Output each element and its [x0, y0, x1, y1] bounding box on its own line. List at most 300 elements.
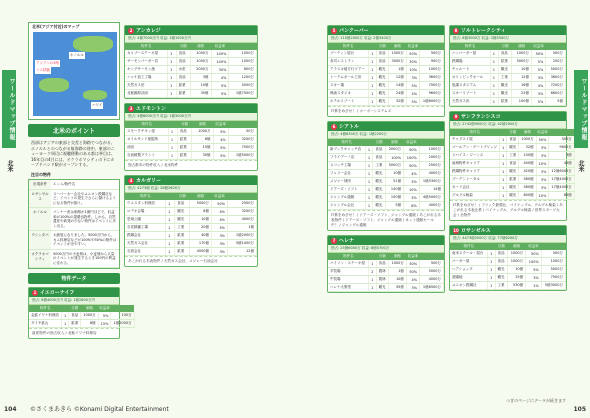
table-cell: 1億6500万 — [420, 284, 444, 292]
table-cell: 1 — [369, 82, 376, 90]
table-cell: 1 — [166, 248, 175, 256]
table-cell: 420億 — [519, 168, 536, 176]
table-cell: 4% — [212, 208, 228, 216]
table-cell: 55億 — [388, 284, 406, 292]
col-name: 物件名 — [328, 253, 369, 260]
table-cell: ジャングル会社 — [328, 202, 365, 210]
table-cell: 1 — [168, 128, 177, 136]
card-number-badge: 2 — [129, 27, 133, 33]
table-cell: 観光 — [376, 74, 388, 82]
table-cell: 5% — [531, 66, 545, 74]
card-number-badge: 1 — [33, 289, 37, 295]
property-card — [449, 225, 567, 291]
table-cell: 2000万 — [419, 154, 443, 162]
table-cell: 5億3000万 — [541, 282, 565, 290]
col-price: 価格 — [81, 305, 98, 312]
col-price: 価格 — [190, 193, 212, 200]
table-cell: 食品 — [376, 58, 388, 66]
table-row — [125, 90, 257, 98]
table-cell: 1 — [490, 74, 498, 82]
table-cell: 1 — [487, 250, 495, 258]
table-cell: 100億 — [512, 98, 532, 106]
table-row — [125, 74, 257, 82]
table-cell: 1000万 — [541, 258, 565, 266]
table-row — [328, 146, 444, 154]
table-cell: 1 — [487, 266, 495, 274]
table-cell: 1 — [499, 192, 506, 200]
card-header — [450, 226, 566, 235]
city-name: ヘレナ — [339, 238, 355, 244]
property-table — [328, 43, 444, 106]
table-cell: 3% — [212, 248, 228, 256]
card-number-badge: 9 — [454, 113, 458, 119]
table-cell: 鉱業 — [507, 176, 519, 184]
table-cell: 1 — [369, 74, 376, 82]
table-cell: 1000万 — [419, 146, 443, 154]
table-cell: 観光 — [507, 144, 519, 152]
table-cell: 3200万 — [228, 208, 257, 216]
table-cell: 10% — [406, 66, 419, 74]
property-card — [124, 25, 258, 99]
table-cell: 5% — [211, 90, 229, 98]
table-row — [328, 66, 444, 74]
table-row — [450, 176, 574, 184]
table-cell: オイルサンド採掘所 — [125, 136, 168, 144]
card-header — [328, 236, 444, 245]
page-number-left: 104 — [4, 406, 17, 413]
col-name: 物件名 — [125, 121, 168, 128]
left-side-label: 北米 — [6, 160, 13, 172]
table-cell: 1億2000万 — [228, 232, 257, 240]
table-row — [125, 144, 257, 152]
table-cell: 観光 — [507, 192, 519, 200]
table-cell: 食品 — [373, 154, 386, 162]
table-cell: 食品 — [495, 250, 508, 258]
card-notes: 独占都市の物件収入 / 北米物件 — [125, 160, 257, 170]
col-price: 価格 — [388, 43, 406, 50]
col-profit: 収益率 — [533, 44, 544, 48]
table-cell: 1000万 — [512, 50, 532, 58]
table-row — [450, 274, 566, 282]
table-cell: 1 — [487, 282, 495, 290]
table-cell: 3600万 — [546, 74, 566, 82]
table-cell: 鉄鋼場 — [450, 58, 490, 66]
table-cell: 1 — [365, 194, 373, 202]
map-island — [39, 78, 69, 92]
table-cell: 100% — [404, 154, 420, 162]
table-cell: 50% — [212, 200, 228, 208]
table-cell: 食品 — [176, 74, 190, 82]
table-cell: ゴールデン・ゲートブリッジ — [450, 144, 499, 152]
table-cell: 3% — [404, 194, 420, 202]
table-cell: 5% — [212, 224, 228, 232]
table-cell: トーテムポール工房 — [328, 74, 369, 82]
property-table — [125, 121, 257, 160]
point-section — [28, 124, 132, 343]
table-cell: 10億 — [190, 216, 212, 224]
col-count — [499, 129, 506, 136]
table-cell: 7200万 — [546, 82, 566, 90]
table-cell: 1 — [365, 146, 373, 154]
table-cell: 1 — [499, 184, 506, 192]
property-card — [327, 25, 445, 117]
table-cell: 51億 — [385, 178, 403, 186]
table-cell: 10億 — [388, 276, 406, 284]
right-column-1 — [327, 25, 445, 297]
table-cell: 900万 — [420, 58, 444, 66]
table-cell: 鉱業 — [177, 152, 192, 160]
table-cell: 4% — [406, 90, 419, 98]
table-cell: 3% — [536, 184, 549, 192]
table-cell: 観光 — [498, 90, 512, 98]
table-row — [450, 82, 566, 90]
table-row — [125, 232, 257, 240]
table-cell: オリンピックホール — [450, 74, 490, 82]
table-row — [328, 50, 444, 58]
left-section-tab: ワールドマップ情報 — [2, 70, 16, 148]
table-cell: 鉱業 — [498, 98, 512, 106]
table-cell: 3000万 — [388, 58, 406, 66]
table-cell: 1 — [167, 82, 176, 90]
card-notes: IT系をめざせ！ / ドアーズ・ソフト、ジャングル通販 / あこがれる木表物件 / ドアーズ・ソフト、ジャングル通販 / ネット通販セール中！ / ジャングル通販 — [328, 210, 444, 230]
col-kind: 分類 — [175, 193, 190, 200]
card-header — [125, 176, 257, 185]
table-cell: 1 — [499, 152, 506, 160]
table-cell: ロデオ会場 — [125, 208, 166, 216]
card-number-badge: 10 — [453, 227, 459, 233]
table-cell: 鉱業 — [175, 248, 190, 256]
copyright: ©さくまあきら ©Konami Digital Entertainment — [30, 406, 169, 413]
table-cell: 1 — [499, 176, 506, 184]
property-table — [450, 243, 566, 290]
col-price: 価格 — [385, 139, 403, 146]
table-cell: 4% — [211, 74, 229, 82]
city-name: ソルトレークシティ — [461, 28, 506, 34]
table-cell: 観光 — [175, 208, 190, 216]
card-number-badge: 6 — [332, 123, 336, 129]
table-cell: 30億 — [192, 152, 213, 160]
col-profit: 収益率 — [99, 306, 110, 310]
table-cell: 水産 — [176, 66, 190, 74]
col-count — [62, 305, 69, 312]
table-cell: 10億 — [512, 66, 532, 74]
table-cell: 40億 — [549, 160, 574, 168]
card-summary: 独占: 2742億9000万 収益: 42億2000万 — [450, 121, 566, 129]
col-profit: 収益率 — [213, 121, 228, 128]
table-cell: 観光 — [498, 82, 512, 90]
notable-row: ホノルル パンナー産は価格が1億円ほどで、収益率が100%の超優良物件。しかも、自然遺産や新発の少ない物件はイベントに多く出る。 — [29, 208, 119, 231]
city-name: エドモントン — [136, 106, 167, 112]
table-cell: 鉄鋼会社 — [125, 232, 166, 240]
property-card — [28, 287, 132, 339]
table-cell: ユニオン鉄鋼社 — [450, 282, 487, 290]
table-header-row — [450, 43, 566, 50]
table-cell: 5% — [406, 82, 419, 90]
table-cell: 17億4000万 — [549, 176, 574, 184]
table-cell: 2500万 — [419, 162, 443, 170]
right-page — [295, 0, 590, 418]
table-cell: 石油精製プラント — [125, 152, 168, 160]
table-cell: 600億 — [519, 192, 536, 200]
table-cell: 1 — [365, 170, 373, 178]
table-cell: 1000万 — [388, 50, 406, 58]
table-row — [450, 258, 566, 266]
table-cell: 1 — [365, 186, 373, 194]
table-cell: 17億4000万 — [549, 184, 574, 192]
table-cell: ヘレナ大聖堂 — [328, 284, 369, 292]
right-side-label: 北米 — [577, 160, 584, 172]
table-cell: 4000万 — [419, 202, 443, 210]
table-cell: 1000万 — [190, 50, 211, 58]
table-cell: 1億 — [388, 66, 406, 74]
table-cell: 1億 — [388, 268, 406, 276]
col-profit: 収益率 — [407, 44, 419, 48]
card-header — [125, 104, 257, 113]
table-cell: 1 — [490, 98, 498, 106]
table-cell: 500万 — [420, 260, 444, 268]
card-notes: あこがれる木表物件 / 天然ガス会社、メジャー石油会社 — [125, 256, 257, 266]
notable-row: オクラホマシティ 5000万円の小麦畑は、小麦畑から大量のイベントが発生するとき150円の利益に変わる。 — [29, 250, 119, 269]
table-cell: 3億 — [190, 74, 211, 82]
table-cell: 観光 — [373, 194, 386, 202]
table-cell: 新ブックキャッチ店 — [328, 146, 365, 154]
table-cell: 3% — [406, 74, 419, 82]
table-cell: 観光 — [376, 82, 388, 90]
col-profit: 収益率 — [211, 43, 229, 50]
table-cell: 1200万 — [229, 74, 257, 82]
table-cell: ブーデントータル — [450, 176, 499, 184]
col-name: 物件名 — [328, 139, 365, 146]
col-count — [365, 139, 373, 146]
table-cell: 1 — [166, 232, 175, 240]
map-title: 北米(アジア付近)のマップ — [32, 24, 80, 29]
table-cell: 14億 — [419, 186, 443, 194]
table-cell: 50% — [406, 260, 419, 268]
table-row — [328, 178, 444, 186]
table-cell: 2500万 — [228, 200, 257, 208]
table-header-row — [328, 43, 444, 50]
table-cell: 食品 — [176, 58, 190, 66]
table-cell: 天然ガス会社 — [125, 240, 166, 248]
table-cell: 3% — [406, 284, 419, 292]
table-cell: 観光 — [373, 178, 386, 186]
col-price: 価格 — [192, 121, 213, 128]
table-cell: 4% — [404, 170, 420, 178]
table-cell: 1 — [167, 50, 176, 58]
table-row — [450, 74, 566, 82]
table-cell: 鉱業 — [175, 232, 190, 240]
col-count — [487, 243, 495, 250]
table-cell: 北極圏原油田 — [125, 90, 167, 98]
property-card — [124, 175, 258, 267]
table-cell: 150億 — [385, 194, 403, 202]
table-cell: 7500万 — [541, 274, 565, 282]
city-name: イエローナイフ — [40, 290, 75, 296]
table-cell: 14億 — [388, 82, 406, 90]
col-price: 価格 — [190, 43, 211, 50]
table-cell: 牛牧場 — [328, 276, 369, 284]
table-cell: 鉱業 — [498, 58, 512, 66]
table-row — [328, 202, 444, 210]
table-cell: 8億 — [81, 320, 98, 328]
table-cell: 50% — [526, 250, 542, 258]
table-row — [450, 136, 574, 144]
table-cell: 5% — [213, 152, 228, 160]
table-cell: 5000万 — [190, 200, 212, 208]
col-name: 物件名 — [450, 129, 499, 136]
table-row — [450, 144, 574, 152]
table-cell: ドアーズ・ソフト — [328, 186, 365, 194]
table-cell: 遊園地 — [450, 274, 487, 282]
col-count — [167, 43, 176, 50]
table-cell: 1億5000万 — [228, 152, 256, 160]
table-cell: ブーティン屋台 — [328, 50, 369, 58]
table-cell: 580億 — [519, 184, 536, 192]
table-cell: 3% — [526, 274, 542, 282]
table-header-row — [125, 43, 257, 50]
col-income — [228, 193, 257, 200]
table-cell: 5億1000万 — [228, 240, 257, 248]
table-cell: 20億 — [190, 224, 212, 232]
table-cell: 鉄鋼物件キャリア — [450, 168, 499, 176]
table-cell: 1000万 — [192, 128, 213, 136]
table-cell: リバイス・ジーンズ — [450, 152, 499, 160]
table-cell: 1 — [167, 74, 176, 82]
table-cell: 1 — [166, 224, 175, 232]
table-row — [125, 152, 257, 160]
property-table — [450, 129, 575, 200]
table-cell: 観光 — [373, 202, 386, 210]
table-cell: 食品 — [507, 160, 519, 168]
card-summary: 独占: 4億7000万円 収益: 1億1500万円 — [125, 35, 257, 43]
table-header-row — [125, 193, 257, 200]
table-cell: 1 — [166, 240, 175, 248]
table-cell: 10億 — [385, 170, 403, 178]
table-header-row — [450, 129, 574, 136]
table-cell: 1億7500万 — [229, 90, 257, 98]
city-name: シアトル — [339, 124, 360, 130]
table-cell: 1 — [490, 90, 498, 98]
table-cell: 1 — [490, 58, 498, 66]
col-income — [419, 139, 443, 146]
col-name: 物件名 — [450, 243, 487, 250]
table-cell: 5000万 — [512, 58, 532, 66]
table-cell: 100% — [211, 50, 229, 58]
col-count — [369, 253, 376, 260]
table-row — [450, 168, 574, 176]
table-cell: 1000万 — [81, 312, 98, 320]
property-table — [29, 305, 135, 328]
table-cell: 1 — [167, 90, 176, 98]
table-cell: 1 — [490, 50, 498, 58]
table-cell: 観光 — [373, 186, 386, 194]
card-slot — [28, 287, 132, 339]
table-cell: 1 — [487, 258, 495, 266]
table-cell: 12億 — [512, 74, 532, 82]
table-cell: 1000万 — [508, 258, 526, 266]
table-row — [125, 50, 257, 58]
col-kind: 分類 — [376, 43, 388, 50]
table-cell: ハンバーガー屋 — [450, 50, 490, 58]
property-card — [449, 111, 572, 221]
table-row — [328, 74, 444, 82]
right-column-2 — [449, 25, 572, 295]
table-cell: 天然ガス田 — [125, 82, 167, 90]
table-cell: 1 — [369, 276, 376, 284]
table-cell: 石油会社 — [125, 248, 166, 256]
table-row — [450, 184, 574, 192]
table-row — [450, 66, 566, 74]
table-cell: 工業 — [495, 282, 508, 290]
table-cell: 寿司レストラン — [328, 58, 369, 66]
col-count — [166, 193, 175, 200]
table-cell: 30% — [406, 58, 419, 66]
property-table — [450, 43, 566, 106]
table-cell: 1000万 — [420, 66, 444, 74]
table-cell: 24億 — [388, 90, 406, 98]
table-cell: 工業 — [373, 162, 386, 170]
table-cell: 50% — [406, 268, 419, 276]
table-cell: 15億 — [192, 144, 213, 152]
table-cell: 3% — [212, 240, 228, 248]
table-cell: 3% — [212, 232, 228, 240]
card-notes: 資産物件の独占収入 / 北極イワナ料理店 — [29, 328, 119, 338]
map-panel — [28, 22, 120, 120]
col-count — [168, 121, 177, 128]
table-cell: 1 — [369, 98, 376, 106]
property-card — [449, 25, 567, 107]
map-landmass — [73, 36, 113, 52]
table-cell: 32億 — [388, 98, 406, 106]
table-cell: ジャングル通販 — [328, 194, 365, 202]
table-cell: 1 — [62, 312, 69, 320]
table-row — [125, 58, 257, 66]
right-section-tab: ワールドマップ情報 — [574, 70, 588, 148]
table-cell: 3600万 — [420, 74, 444, 82]
table-cell: 3% — [536, 152, 549, 160]
table-cell: 4000万 — [420, 276, 444, 284]
table-cell: 1 — [167, 66, 176, 74]
table-cell: 南米スクール・屋台 — [450, 250, 487, 258]
table-cell: 9600万 — [420, 90, 444, 98]
col-price: 価格 — [508, 243, 526, 250]
card-summary: 独占: 4273億 収益: 28億2600万 — [125, 185, 257, 193]
table-cell: 鉱業 — [177, 136, 192, 144]
table-cell: 1億 — [228, 224, 257, 232]
table-cell: 観光 — [376, 284, 388, 292]
table-cell: 4000億 — [190, 248, 212, 256]
table-row — [450, 192, 574, 200]
table-cell: スキーリゾート — [450, 90, 490, 98]
table-cell: 100億 — [519, 152, 536, 160]
table-cell: 50% — [536, 136, 549, 144]
table-cell: キングサーモン漁 — [125, 66, 167, 74]
city-name: ロサンゼルス — [461, 228, 491, 234]
map-label-move: マス移動 — [36, 68, 50, 72]
table-cell: 50% — [404, 162, 420, 170]
table-row — [328, 260, 444, 268]
table-cell: 10億 — [190, 82, 211, 90]
table-cell: 食品 — [376, 260, 388, 268]
col-profit: 収益率 — [537, 130, 548, 134]
city-name: バンクーバー — [339, 28, 369, 34]
col-kind: 分類 — [507, 129, 519, 136]
table-cell: チャルード — [450, 66, 490, 74]
table-cell: 500万 — [546, 50, 566, 58]
table-cell: 1 — [369, 58, 376, 66]
table-cell: 5億 — [385, 202, 403, 210]
table-cell: 100万 — [111, 312, 134, 320]
